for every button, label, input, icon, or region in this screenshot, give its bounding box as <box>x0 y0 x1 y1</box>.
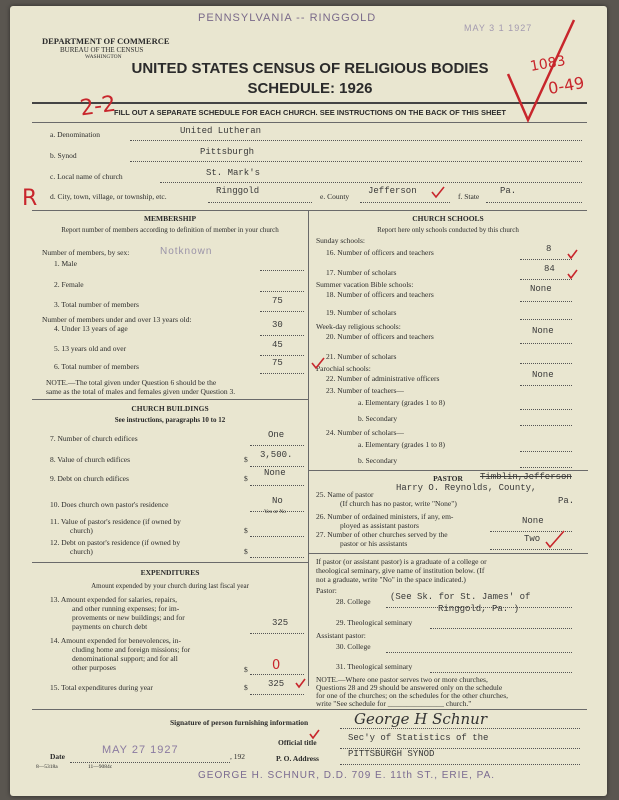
q7-edifices: 7. Number of church edifices <box>50 434 138 443</box>
q23-secondary: b. Secondary <box>358 414 398 423</box>
pastor-note-1: NOTE.—Where one pastor serves two or more churches, <box>316 675 488 684</box>
buildings-title: CHURCH BUILDINGS <box>131 404 209 413</box>
q11-line1: 11. Value of pastor's residence (if owned by <box>50 517 181 526</box>
q24: 24. Number of scholars— <box>326 428 404 437</box>
membership-note-1: NOTE.—The total given under Question 6 should be the <box>46 378 217 387</box>
struck-location: Timblin,Jefferson <box>480 472 572 482</box>
denomination-value: United Lutheran <box>180 126 262 136</box>
q14-value: 0 <box>272 658 281 673</box>
q22-value: None <box>532 370 554 380</box>
q12-line1: 12. Debt on pastor's residence (if owned by <box>50 538 181 547</box>
q8-value: 3,500. <box>260 450 293 460</box>
q20-value: None <box>532 326 554 336</box>
red-number-2: 0-49 <box>546 72 586 99</box>
po-address-value: PITTSBURGH SYNOD <box>348 749 435 759</box>
red-mark-2-2: 2-2 <box>78 91 118 122</box>
q11-dollar: $ <box>244 526 248 535</box>
q24-secondary: b. Secondary <box>358 456 398 465</box>
official-title-value: Sec'y of Statistics of the <box>348 733 489 743</box>
official-title-label: Official title <box>278 738 317 747</box>
city-label: d. City, town, village, or township, etc. <box>50 192 167 201</box>
weekday-label: Week-day religious schools: <box>316 322 401 331</box>
form-number: 8—5318a <box>36 764 58 770</box>
q28: 28. College <box>336 597 371 606</box>
q14-line2: cluding home and foreign missions; for <box>72 645 191 654</box>
q14-dollar: $ <box>244 665 248 674</box>
received-date-stamp: MAY 3 1 1927 <box>464 23 533 33</box>
q26-line2: ployed as assistant pastors <box>340 521 419 530</box>
q4-value: 30 <box>272 320 283 330</box>
pastor-label: Pastor: <box>316 586 337 595</box>
not-known-stamp: Notknown <box>160 246 213 257</box>
po-address-label: P. O. Address <box>276 754 319 763</box>
buildings-intro: See instructions, paragraphs 10 to 12 <box>114 416 226 424</box>
membership-note-2: same as the total of males and females given under Question 3. <box>46 387 236 396</box>
q10-value: No <box>272 496 283 506</box>
census-schedule-form <box>10 6 607 796</box>
q28-value: (See Sk. for St. James' of <box>390 592 531 602</box>
form-instructions: FILL OUT A SEPARATE SCHEDULE FOR EACH CHURCH. SEE INSTRUCTIONS ON THE BACK OF THIS SHEET <box>114 108 506 117</box>
yes-no-hint: Yes or No <box>264 509 287 515</box>
q14-line4: other purposes <box>72 663 116 672</box>
q20: 20. Number of officers and teachers <box>326 332 434 341</box>
print-number: 11—9084c <box>88 764 113 770</box>
q3-value: 75 <box>272 296 283 306</box>
signature-label: Signature of person furnishing information <box>170 718 309 727</box>
q21: 21. Number of scholars <box>326 352 397 361</box>
q16: 16. Number of officers and teachers <box>326 248 434 257</box>
q13-line1: 13. Amount expended for salaries, repairs, <box>50 595 178 604</box>
expenditures-intro: Amount expended by your church during last fiscal year <box>91 582 249 590</box>
assistant-label: Assistant pastor: <box>316 631 366 640</box>
local-name-value: St. Mark's <box>206 168 261 178</box>
q2-female: 2. Female <box>54 280 84 289</box>
q17-value: 84 <box>544 264 555 274</box>
q23: 23. Number of teachers— <box>326 386 404 395</box>
q4-under13: 4. Under 13 years of age <box>54 324 128 333</box>
q13-value: 325 <box>272 618 289 628</box>
expenditures-title: EXPENDITURES <box>140 568 200 577</box>
parochial-label: Parochial schools: <box>316 364 371 373</box>
q26-line1: 26. Number of ordained ministers, if any, em- <box>316 512 454 521</box>
membership-intro: Report number of members according to definition of member in your church <box>61 226 279 234</box>
q12-line2: church) <box>70 547 93 556</box>
red-mark-r: R <box>22 186 38 211</box>
department-name: DEPARTMENT OF COMMERCE <box>42 36 170 46</box>
red-number: 1083 <box>528 53 567 75</box>
q9-value: None <box>264 468 286 478</box>
pastor-note-2: Questions 28 and 29 should be answered only on the schedule <box>316 683 503 692</box>
q5-value: 45 <box>272 340 283 350</box>
q19: 19. Number of scholars <box>326 308 397 317</box>
q25-line2: (If church has no pastor, write "None") <box>340 499 457 508</box>
synod-value: Pittsburgh <box>200 147 255 157</box>
q12-dollar: $ <box>244 547 248 556</box>
state-county-stamp: PENNSYLVANIA -- RINGGOLD <box>198 12 377 24</box>
year-suffix: , 192 <box>230 752 245 761</box>
schools-title: CHURCH SCHOOLS <box>412 214 484 223</box>
q5-over13: 5. 13 years old and over <box>54 344 127 353</box>
pastor-note-3: for one of the churches; on the schedules for the other churches, <box>316 691 509 700</box>
pastor-name-value: Harry O. Reynolds, County, <box>396 483 537 493</box>
signature: George H Schnur <box>354 710 487 728</box>
synod-label: b. Synod <box>50 151 77 160</box>
q9-debt: 9. Debt on church edifices <box>50 474 129 483</box>
membership-title: MEMBERSHIP <box>143 214 197 223</box>
summer-label: Summer vacation Bible schools: <box>316 280 414 289</box>
q9-dollar: $ <box>244 474 248 483</box>
q27-line1: 27. Number of other churches served by the <box>316 530 448 539</box>
q11-line2: church) <box>70 526 93 535</box>
q13-line4: payments on church debt <box>72 622 148 631</box>
q17: 17. Number of scholars <box>326 268 397 277</box>
q14-line3: denominational support; and for all <box>72 654 178 663</box>
address-stamp: GEORGE H. SCHNUR, D.D. 709 E. 11th ST., ERIE, PA. <box>198 770 496 781</box>
q24-elementary: a. Elementary (grades 1 to 8) <box>358 440 446 449</box>
state-value: Pa. <box>500 186 517 196</box>
red-ticks-icon <box>10 6 607 796</box>
q8-value-edifices: 8. Value of church edifices <box>50 455 131 464</box>
schools-intro: Report here only schools conducted by this church <box>377 226 519 234</box>
q28-value-2: Ringgold, Pa. ) <box>438 604 520 614</box>
by-age-label: Number of members under and over 13 years old: <box>42 315 192 324</box>
q6-total: 6. Total number of members <box>54 362 139 371</box>
by-sex-label: Number of members, by sex: <box>42 248 130 257</box>
q27-line2: pastor or his assistants <box>340 539 408 548</box>
q18-value: None <box>530 284 552 294</box>
q15-value: 325 <box>268 679 285 689</box>
state-label: f. State <box>458 192 480 201</box>
pastor-title: PASTOR <box>433 474 463 483</box>
q16-value: 8 <box>546 244 552 254</box>
date-label: Date <box>50 752 65 761</box>
q18: 18. Number of officers and teachers <box>326 290 434 299</box>
q6-value: 75 <box>272 358 283 368</box>
grad-note-1: If pastor (or assistant pastor) is a graduate of a college or <box>316 557 487 566</box>
form-subtitle: SCHEDULE: 1926 <box>247 80 373 97</box>
q7-value: One <box>268 430 285 440</box>
denomination-label: a. Denomination <box>50 130 100 139</box>
q8-dollar: $ <box>244 455 248 464</box>
grad-note-2: theological seminary, give name of institution below. (If <box>316 566 485 575</box>
q13-line2: and other running expenses; for im- <box>72 604 180 613</box>
local-name-label: c. Local name of church <box>50 172 123 181</box>
q22: 22. Number of administrative officers <box>326 374 440 383</box>
county-value: Jefferson <box>368 186 417 196</box>
pastor-note-4: write "See schedule for _______________ church." <box>316 699 472 708</box>
grad-note-3: not a graduate, write "No" in the space indicated.) <box>316 575 466 584</box>
q29: 29. Theological seminary <box>336 618 413 627</box>
q1-male: 1. Male <box>54 259 77 268</box>
bureau-name: BUREAU OF THE CENSUS <box>60 46 144 54</box>
q26-value: None <box>522 516 544 526</box>
sunday-label: Sunday schools: <box>316 236 365 245</box>
date-stamp: MAY 27 1927 <box>102 744 179 756</box>
q10-residence: 10. Does church own pastor's residence <box>50 500 169 509</box>
city-name: WASHINGTON <box>85 54 122 60</box>
q15-total: 15. Total expenditures during year <box>50 683 153 692</box>
q15-dollar: $ <box>244 683 248 692</box>
county-label: e. County <box>320 192 350 201</box>
form-title: UNITED STATES CENSUS OF RELIGIOUS BODIES <box>131 60 489 77</box>
q25-line1: 25. Name of pastor <box>316 490 374 499</box>
pastor-name-value-2: Pa. <box>558 496 575 506</box>
q30: 30. College <box>336 642 371 651</box>
city-value: Ringgold <box>216 186 260 196</box>
q23-elementary: a. Elementary (grades 1 to 8) <box>358 398 446 407</box>
q31: 31. Theological seminary <box>336 662 413 671</box>
q3-total: 3. Total number of members <box>54 300 139 309</box>
q27-value: Two <box>524 534 541 544</box>
q13-line3: provements or new buildings; and for <box>72 613 185 622</box>
q14-line1: 14. Amount expended for benevolences, in- <box>50 636 182 645</box>
